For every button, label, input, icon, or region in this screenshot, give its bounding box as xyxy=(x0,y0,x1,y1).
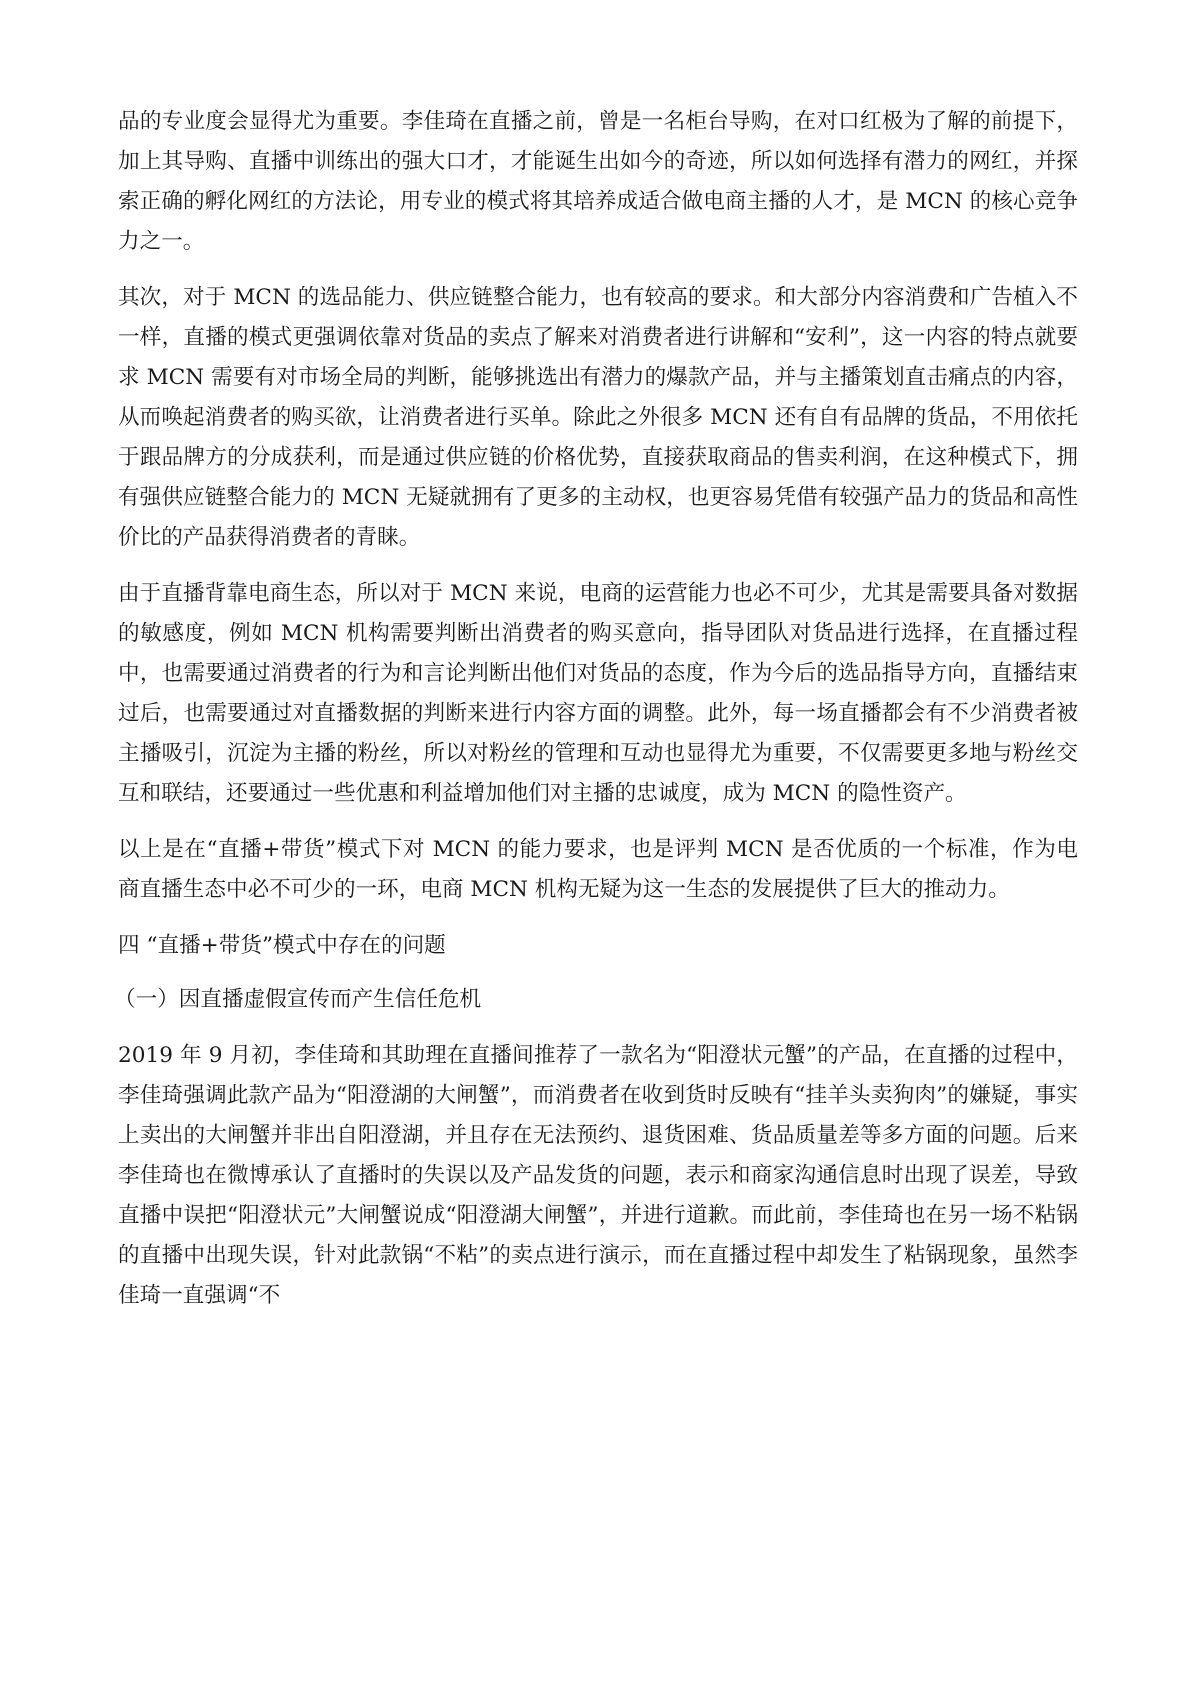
paragraph-mcn-summary: 以上是在“直播+带货”模式下对 MCN 的能力要求，也是评判 MCN 是否优质的一个标准，作为电商直播生态中必不可少的一环，电商 MCN 机构无疑为这一生态的发展提供了巨大的推动力。 xyxy=(118,837,1078,902)
document-body xyxy=(114,102,1078,1316)
paragraph-mcn-ecommerce-operations: 由于直播背靠电商生态，所以对于 MCN 来说，电商的运营能力也必不可少，尤其是需要具备对数据的敏感度，例如 MCN 机构需要判断出消费者的购买意向，指导团队对货品进行选择，在直播过程中，也需要通过消费者的行为和言论判断出他们对货品的态度，作为今后的选品指导方向，直播结束过后，也需要通过对直播数据的判断来进行内容方面的调整。此外，每一场直播都会有不少消费者被主播吸引，沉淀为主播的粉丝，所以对粉丝的管理和互动也显得尤为重要，不仅需要更多地与粉丝交互和联结，还要通过一些优惠和利益增加他们对主播的忠诚度，成为 MCN 的隐性资产。 xyxy=(118,581,1078,806)
paragraph-crab-incident: 2019 年 9 月初，李佳琦和其助理在直播间推荐了一款名为“阳澄状元蟹”的产品，在直播的过程中，李佳琦强调此款产品为“阳澄湖的大闸蟹”，而消费者在收到货时反映有“挂羊头卖狗肉”的嫌疑，事实上卖出的大闸蟹并非出自阳澄湖，并且存在无法预约、退货困难、货品质量差等多方面的问题。后来李佳琦也在微博承认了直播时的失误以及产品发货的问题，表示和商家沟通信息时出现了误差，导致直播中误把“阳澄状元”大闸蟹说成“阳澄湖大闸蟹”，并进行道歉。而此前，李佳琦也在另一场不粘锅的直播中出现失误，针对此款锅“不粘”的卖点进行演示，而在直播过程中却发生了粘锅现象，虽然李佳琦一直强调“不 xyxy=(118,1043,1078,1308)
subsection-heading: （一）因直播虚假宣传而产生信任危机 xyxy=(114,987,482,1012)
paragraph-mcn-selection-supply-chain: 其次，对于 MCN 的选品能力、供应链整合能力，也有较高的要求。和大部分内容消费和广告植入不一样，直播的模式更强调依靠对货品的卖点了解来对消费者进行讲解和“安利”，这一内容的特点就要求 MCN 需要有对市场全局的判断，能够挑选出有潜力的爆款产品，并与主播策划直击痛点的内容，从而唤起消费者的购买欲，让消费者进行买单。除此之外很多 MCN 还有自有品牌的货品，不用依托于跟品牌方的分成获利，而是通过供应链的价格优势，直接获取商品的售卖利润，在这种模式下，拥有强供应链整合能力的 MCN 无疑就拥有了更多的主动权，也更容易凭借有较强产品力的货品和高性价比的产品获得消费者的青睐。 xyxy=(118,285,1078,550)
paragraph-mcn-talent: 品的专业度会显得尤为重要。李佳琦在直播之前，曾是一名柜台导购，在对口红极为了解的前提下，加上其导购、直播中训练出的强大口才，才能诞生出如今的奇迹，所以如何选择有潜力的网红，并探索正确的孵化网红的方法论，用专业的模式将其培养成适合做电商主播的人才，是 MCN 的核心竞争力之一。 xyxy=(118,109,1078,254)
section-heading: 四 “直播+带货”模式中存在的问题 xyxy=(118,933,446,958)
